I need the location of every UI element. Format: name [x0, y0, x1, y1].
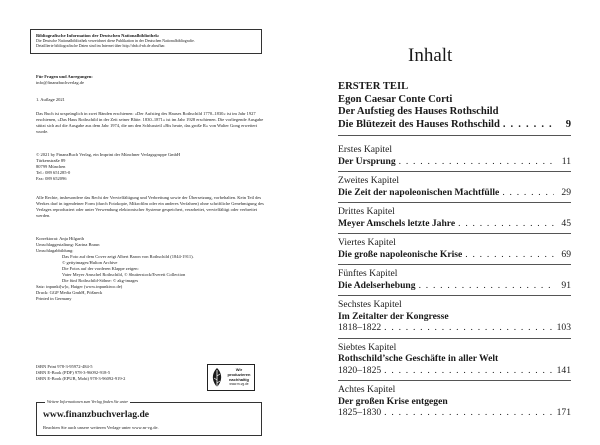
chapter-page: 91	[561, 279, 571, 291]
chapter-number: Erstes Kapitel	[338, 144, 393, 155]
chapter-years: 1818–1822	[338, 322, 382, 333]
chapter-title: Rothschild’sche Geschäfte in aller Welt	[338, 353, 499, 364]
cover-credit-line: Das Foto auf dem Cover zeigt Albert Baron von Rothschild (1844-1911).	[62, 254, 194, 259]
cover-credit-line: Die fünf Rothschild-Söhne: © akg-images	[62, 278, 139, 283]
cover-credit-line: Vater Meyer Amschel Rothschild, © Shutterstock/Everett Collection	[62, 272, 186, 277]
edition-text: 1. Auflage 2021	[36, 97, 65, 102]
leader-dots	[458, 218, 554, 230]
chapter-page: 11	[561, 155, 571, 167]
chapter-entry[interactable]	[338, 203, 571, 234]
publisher-line: © 2021 by FinanzBuch Verlag, ein Imprint der Münchner Verlagsgruppe GmbH	[36, 152, 181, 157]
chapter-title: Der großen Krise entgegen	[338, 395, 448, 407]
part-label: ERSTER TEIL	[338, 81, 409, 92]
credits-block	[36, 236, 264, 302]
production-line: Druck: GGP Media GmbH, Pößneck	[36, 290, 103, 295]
web-text: Beachten Sie auch unsere weiteren Verlage unter www.m-vg.de.	[43, 425, 159, 430]
publisher-web-box	[36, 399, 262, 436]
part-entry-page: 9	[565, 118, 571, 130]
publisher-line: Fax: 089 652096	[36, 176, 67, 181]
chapter-entry[interactable]	[338, 381, 571, 423]
cip-box	[30, 29, 262, 54]
part-one-block	[338, 81, 571, 136]
production-line: Printed in Germany	[36, 296, 72, 301]
chapter-row	[338, 218, 571, 230]
logo-line1: Wir produzieren	[227, 366, 251, 377]
contact-email[interactable]: info@finanzbuchverlag.de	[36, 80, 84, 85]
chapter-number: Zweites Kapitel	[338, 175, 400, 186]
chapter-page: 45	[561, 217, 571, 229]
leaf-icon	[210, 367, 224, 389]
chapter-row	[338, 322, 571, 334]
chapter-page: 171	[556, 407, 571, 418]
chapter-page: 29	[561, 186, 571, 198]
chapter-page: 103	[556, 322, 571, 333]
edition	[36, 97, 264, 103]
chapter-list	[338, 141, 571, 423]
contents-heading: Inhalt	[408, 45, 453, 66]
leader-dots	[465, 249, 554, 261]
chapter-entry[interactable]	[338, 234, 571, 265]
chapter-row	[338, 187, 571, 199]
chapter-page: 69	[561, 248, 571, 260]
chapter-number: Fünftes Kapitel	[338, 268, 398, 279]
credit-line: Korrektorat: Anja Hilgarth	[36, 236, 84, 241]
leader-dots	[384, 365, 553, 377]
chapter-row	[338, 156, 571, 168]
isbn-line: ISBN E-Book (EPUB, Mobi) 978-3-96092-919-2	[36, 376, 126, 381]
chapter-row	[338, 407, 571, 419]
chapter-entry[interactable]	[338, 172, 571, 203]
contents-page	[300, 0, 600, 445]
chapter-entry[interactable]	[338, 339, 571, 382]
leader-dots	[502, 187, 554, 199]
contact-label: Für Fragen und Anregungen:	[36, 74, 93, 79]
rights-text: Alle Rechte, insbesondere das Recht der Vervielfältigung und Verbreitung sowie der Übersetzung, vorbehalten. Kein Teil des Werkes darf in irgendeiner Form (durch Fotokopie, Mikrofilm oder ein anderes Verfahren) ohne schriftliche Genehmigung des Verlages reproduziert oder unter Verwendung elektronischer Systeme gespeichert, verarbeitet, vervielfältigt oder verbreitet werden.	[36, 195, 264, 218]
chapter-title: Die Zeit der napoleonischen Machtfülle	[338, 186, 500, 198]
chapter-title: Die Adelserhebung	[338, 279, 416, 291]
chapter-title: Der Ursprung	[338, 155, 396, 167]
part-line: Egon Caesar Conte Corti	[338, 93, 453, 105]
chapter-entry[interactable]	[338, 141, 571, 172]
chapter-number: Viertes Kapitel	[338, 237, 396, 248]
chapter-row	[338, 280, 571, 292]
rights-note	[36, 195, 264, 219]
publisher-line: Tel.: 089 651285-0	[36, 170, 71, 175]
chapter-number: Sechstes Kapitel	[338, 299, 402, 310]
part-entry-title: Die Blütezeit des Hauses Rothschild	[338, 118, 500, 130]
publisher-line: 80799 München	[36, 164, 66, 169]
logo-url: www.m-vg.de	[229, 382, 249, 387]
contact-block	[36, 74, 264, 86]
logo-line2: nachhaltig	[228, 376, 249, 382]
chapter-entry[interactable]	[338, 265, 571, 296]
cip-line: Detaillierte bibliografische Daten sind im Internet über http://dnb.d-nb.de abrufbar.	[36, 44, 166, 49]
chapter-years: 1825–1830	[338, 407, 382, 418]
chapter-page: 141	[556, 364, 571, 376]
publisher-line: Türkenstraße 89	[36, 158, 66, 163]
chapter-title: Die große napoleonische Krise	[338, 248, 463, 260]
history-note	[36, 111, 264, 135]
part-entry-row[interactable]	[338, 119, 571, 132]
isbn-line: ISBN E-Book (PDF) 978-3-96092-918-5	[36, 370, 111, 375]
credit-line: Umschlagabbildung:	[36, 248, 74, 253]
leader-dots	[419, 280, 554, 292]
credit-line: Umschlaggestaltung: Karina Braun	[36, 242, 100, 247]
cover-credit-line: Die Fotos auf der vorderen Klappe zeigen:	[62, 266, 139, 271]
web-url[interactable]: www.finanzbuchverlag.de	[43, 409, 150, 420]
part-line: Der Aufstieg des Hauses Rothschild	[338, 106, 499, 117]
leader-dots	[503, 119, 554, 132]
isbn-line: ISBN Print 978-3-95972-484-5	[36, 364, 93, 369]
cover-credit-line: © gettyimages/Hulton Archive	[62, 260, 118, 265]
production-line: Satz: inpunkt[w]o, Haiger (www.inpunktwo.de)	[36, 284, 123, 289]
chapter-years: 1820–1825	[338, 364, 382, 376]
leader-dots	[384, 322, 553, 334]
cip-title: Bibliografische Information der Deutschen Nationalbibliothek:	[36, 33, 160, 38]
chapter-row	[338, 249, 571, 261]
web-legend: Weitere Informationen zum Verlag finden Sie unter	[47, 399, 129, 404]
chapter-row	[338, 365, 571, 377]
cip-line: Die Deutsche Nationalbibliothek verzeichnet diese Publikation in der Deutschen Nationalbibliografie.	[36, 39, 195, 43]
chapter-title: Meyer Amschels letzte Jahre	[338, 217, 456, 229]
sustainability-logo	[207, 364, 255, 391]
chapter-number: Siebtes Kapitel	[338, 341, 397, 353]
leader-dots	[399, 156, 554, 168]
chapter-number: Drittes Kapitel	[338, 206, 395, 217]
chapter-entry[interactable]	[338, 296, 571, 339]
leader-dots	[384, 407, 553, 419]
chapter-title: Im Zeitalter der Kongresse	[338, 310, 449, 322]
history-text: Das Buch ist ursprünglich in zwei Bänden erschienen: »Der Aufstieg des Hauses Rothschild 1770–1830« ist im Jahr 1927 erschienen, »Das Haus Rothschild in der Zeit seiner Blüte. 1830–1871« ist im Jahr 1928 erschienen. Die vorliegende Ausgabe stützt sich auf die Ausgabe aus dem Jahr 1974, die um den Schlussteil »Bis heute, das große R« von Walter Gong erweitert wurde.	[36, 111, 264, 134]
publisher-block	[36, 152, 264, 182]
chapter-number: Achtes Kapitel	[338, 384, 396, 395]
